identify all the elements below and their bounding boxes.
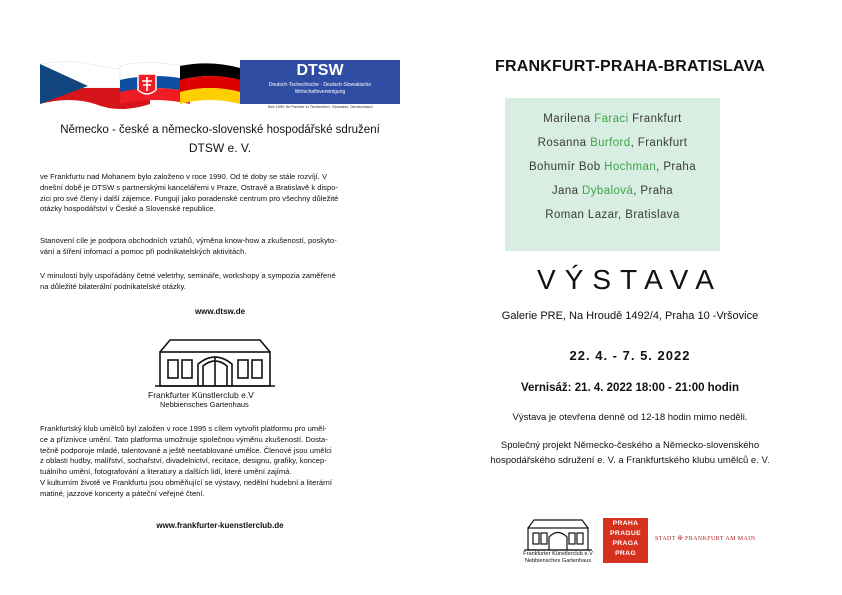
project-line-2: hospodářského sdružení e. V. a Frankfurtského klubu umělců e. V. [490,455,770,466]
club-line: tečně podporuje mladé, talentované a ještě neetablované umělce. Členové jsou umělci [40,445,332,455]
club-line: z oblasti hudby, malířství, sochařství, divadelnictví, recitace, designu, grafiky, koncep- [40,456,327,466]
artist-first-name: Marilena [543,113,591,125]
kuenstlerclub-subtitle: Nebbiensches Gartenhaus [160,400,249,409]
dtsw-heading-line2: DTSW e. V. [188,141,252,155]
dtsw-heading-line1: Německo - české a německo-slovenské hospodářské sdružení [60,124,380,136]
artist-last-name: Dybalová [582,185,634,197]
dtsw-goals-paragraph [40,236,400,258]
vernissage-label: Vernisáž: [521,382,572,394]
goals-line: Stanovení cíle je podpora obchodních vztahů, výměna know-how a zkušeností, poskyto- [40,236,337,245]
stadt-frankfurt-logo: STADT ✠ FRANKFURT AM MAIN [655,536,756,542]
intro-line: otázky hospodářství v České a Slovenské republice. [40,204,216,214]
dtsw-url-link[interactable]: www.dtsw.de [194,307,246,316]
artist-entry [505,137,720,149]
dtsw-intro-paragraph [40,172,400,215]
artist-city: , Praha [656,161,697,173]
praha-logo-line: PRAGUE [610,530,641,537]
artist-last-name: Faraci [594,113,629,125]
gallery-address: Galerie PRE, Na Hroudě 1492/4, Praha 10 -Vršovice [501,310,759,322]
artist-first-name: Rosanna [537,137,587,149]
praha-logo-line: PRAGA [612,540,639,547]
dtsw-history-paragraph [40,271,400,293]
club-line: V kulturním životě ve Frankfurtu jsou obměňující se výstavy, nedělní hudební a literární [40,477,332,487]
praha-logo-line: PRAHA [612,520,639,527]
artist-city: , Frankfurt [630,137,688,149]
exhibition-heading: VÝSTAVA [537,264,723,295]
artist-entry [505,113,720,125]
kuenstlerclub-small-name: Frankfurter Künstlerclub e.V [523,551,593,557]
dtsw-tagline: Seit 1990 Ihr Partner in Tschechien, Slowakei, Deutschland [267,104,373,109]
club-line: ce a příznivce umění. Tato platforma umožnuje společnou výměnu zkušeností. Dosta- [40,434,328,444]
intro-line: dnešní době je DTSW s partnerskými kancelářemi v Praze, Ostravě a Bratislavě k dispo- [40,182,338,192]
artist-city: , Praha [633,185,674,197]
intro-line: ve Frankfurtu nad Mohanem bylo založeno v roce 1990. Od té doby se stále rozvíjí. V [40,172,328,181]
project-line-1: Společný projekt Německo-českého a Německo-slovenského [500,440,760,451]
artist-entry [505,185,720,197]
praha-logo-line: PRAG [615,550,636,557]
artist-first-name: Roman Lazar, [545,209,622,221]
opening-hours: Výstava je otevřena denně od 12-18 hodin mimo neděli. [512,412,748,423]
dtsw-logo-text: DTSW [296,62,344,79]
artist-first-name: Jana [551,185,579,197]
goals-line: vání a šíření infomací a pomoc při podnikatelských aktivitách. [40,246,247,256]
artist-city: Frankfurt [628,113,682,125]
vernissage-line [430,382,830,394]
kuenstlerclub-small-subtitle: Nebbiensches Gartenhaus [524,558,592,564]
club-line: tuálního umění, fotografování a literatury a dalších lidí, které umění zajímá. [40,467,292,477]
dtsw-subtitle-2: Wirtschaftsvereinigung [294,89,346,95]
artist-entry [505,209,720,221]
club-line: Frankfurtský klub umělců byl založen v roce 1995 s cílem vytvořit platformu pro uměl- [40,424,327,433]
kuenstlerclub-name: Frankfurter Künstlerclub e.V [148,390,254,400]
vernissage-value: 21. 4. 2022 18:00 - 21:00 hodin [571,382,739,394]
intro-line: zici pro své členy i další zájemce. Fungují jako poradenské centrum pro všechny důležité [40,193,339,203]
club-line: matiné, jazzové koncerty a páteční veřejné čtení. [40,488,205,498]
artist-city: Bratislava [621,209,680,221]
history-line: V minulosti byly uspořádány četné veletrhy, semináře, workshopy a sympozia zaměřené [40,271,336,280]
dtsw-subtitle-1: Deutsch-Tschechische · Deutsch-Slowakische [268,82,372,88]
history-line: na důležité bilaterální podnikatelské otázky. [40,281,186,291]
kuenstlerclub-url-link[interactable]: www.frankfurter-kuenstlerclub.de [156,521,284,530]
artist-entry [505,161,720,173]
artist-first-name: Bohumír Bob [528,161,601,173]
kuenstlerclub-paragraph [40,424,400,500]
exhibition-dates: 22. 4. - 7. 5. 2022 [569,348,691,363]
artist-last-name: Hochman [604,161,657,173]
exhibition-cities-title: FRANKFURT-PRAHA-BRATISLAVA [494,58,766,75]
artist-last-name: Burford [590,137,631,149]
